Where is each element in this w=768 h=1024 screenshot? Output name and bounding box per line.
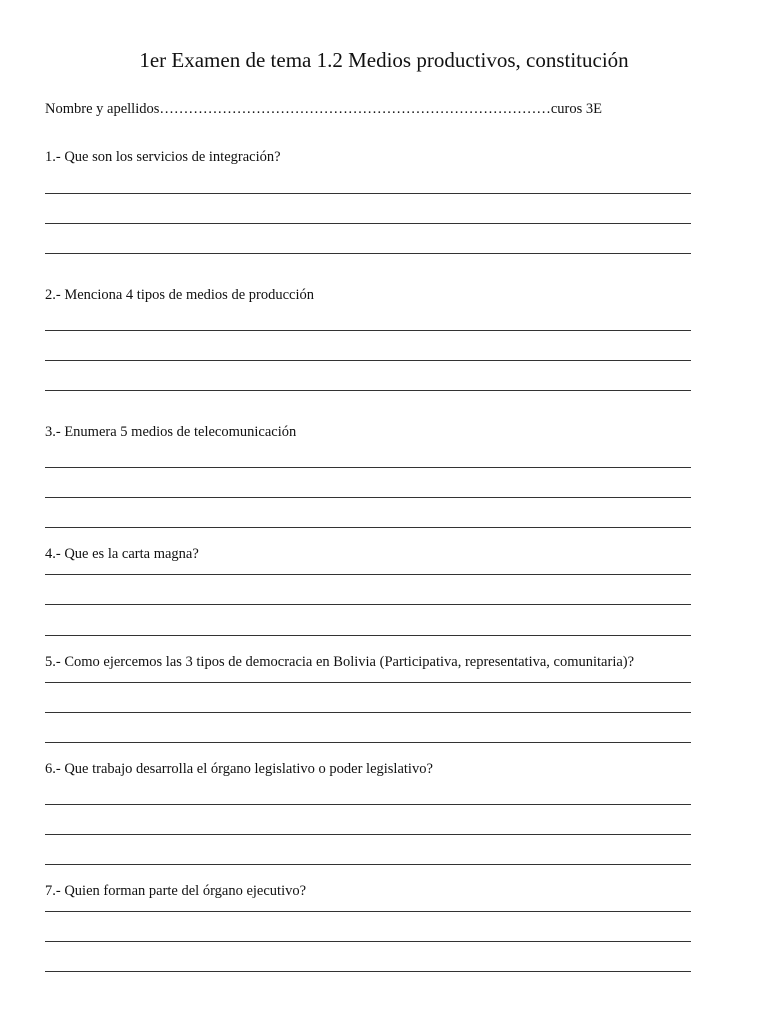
answer-line (45, 834, 691, 835)
answer-line (45, 804, 691, 805)
name-field-line: Nombre y apellidos………………………………………………………………………curos 3E (45, 101, 603, 117)
answer-line (45, 330, 691, 331)
answer-line (45, 527, 691, 528)
answer-line (45, 941, 691, 942)
answer-line (45, 604, 691, 605)
question-1: 1.- Que son los servicios de integración? (45, 149, 281, 165)
answer-line (45, 635, 691, 636)
question-4: 4.- Que es la carta magna? (45, 546, 199, 562)
answer-line (45, 390, 691, 391)
question-7: 7.- Quien forman parte del órgano ejecutivo? (45, 883, 307, 899)
answer-line (45, 971, 691, 972)
answer-line (45, 864, 691, 865)
answer-line (45, 223, 691, 224)
question-5: 5.- Como ejercemos las 3 tipos de democracia en Bolivia (Participativa, representativa, comunitaria)? (45, 654, 635, 670)
question-6: 6.- Que trabajo desarrolla el órgano legislativo o poder legislativo? (45, 761, 433, 777)
question-2: 2.- Menciona 4 tipos de medios de producción (45, 287, 314, 303)
question-3: 3.- Enumera 5 medios de telecomunicación (45, 424, 297, 440)
answer-line (45, 574, 691, 575)
answer-line (45, 467, 691, 468)
answer-line (45, 682, 691, 683)
answer-line (45, 193, 691, 194)
exam-title: 1er Examen de tema 1.2 Medios productivos, constitución (139, 48, 629, 72)
answer-line (45, 497, 691, 498)
answer-line (45, 360, 691, 361)
answer-line (45, 742, 691, 743)
answer-line (45, 911, 691, 912)
answer-line (45, 712, 691, 713)
answer-line (45, 253, 691, 254)
